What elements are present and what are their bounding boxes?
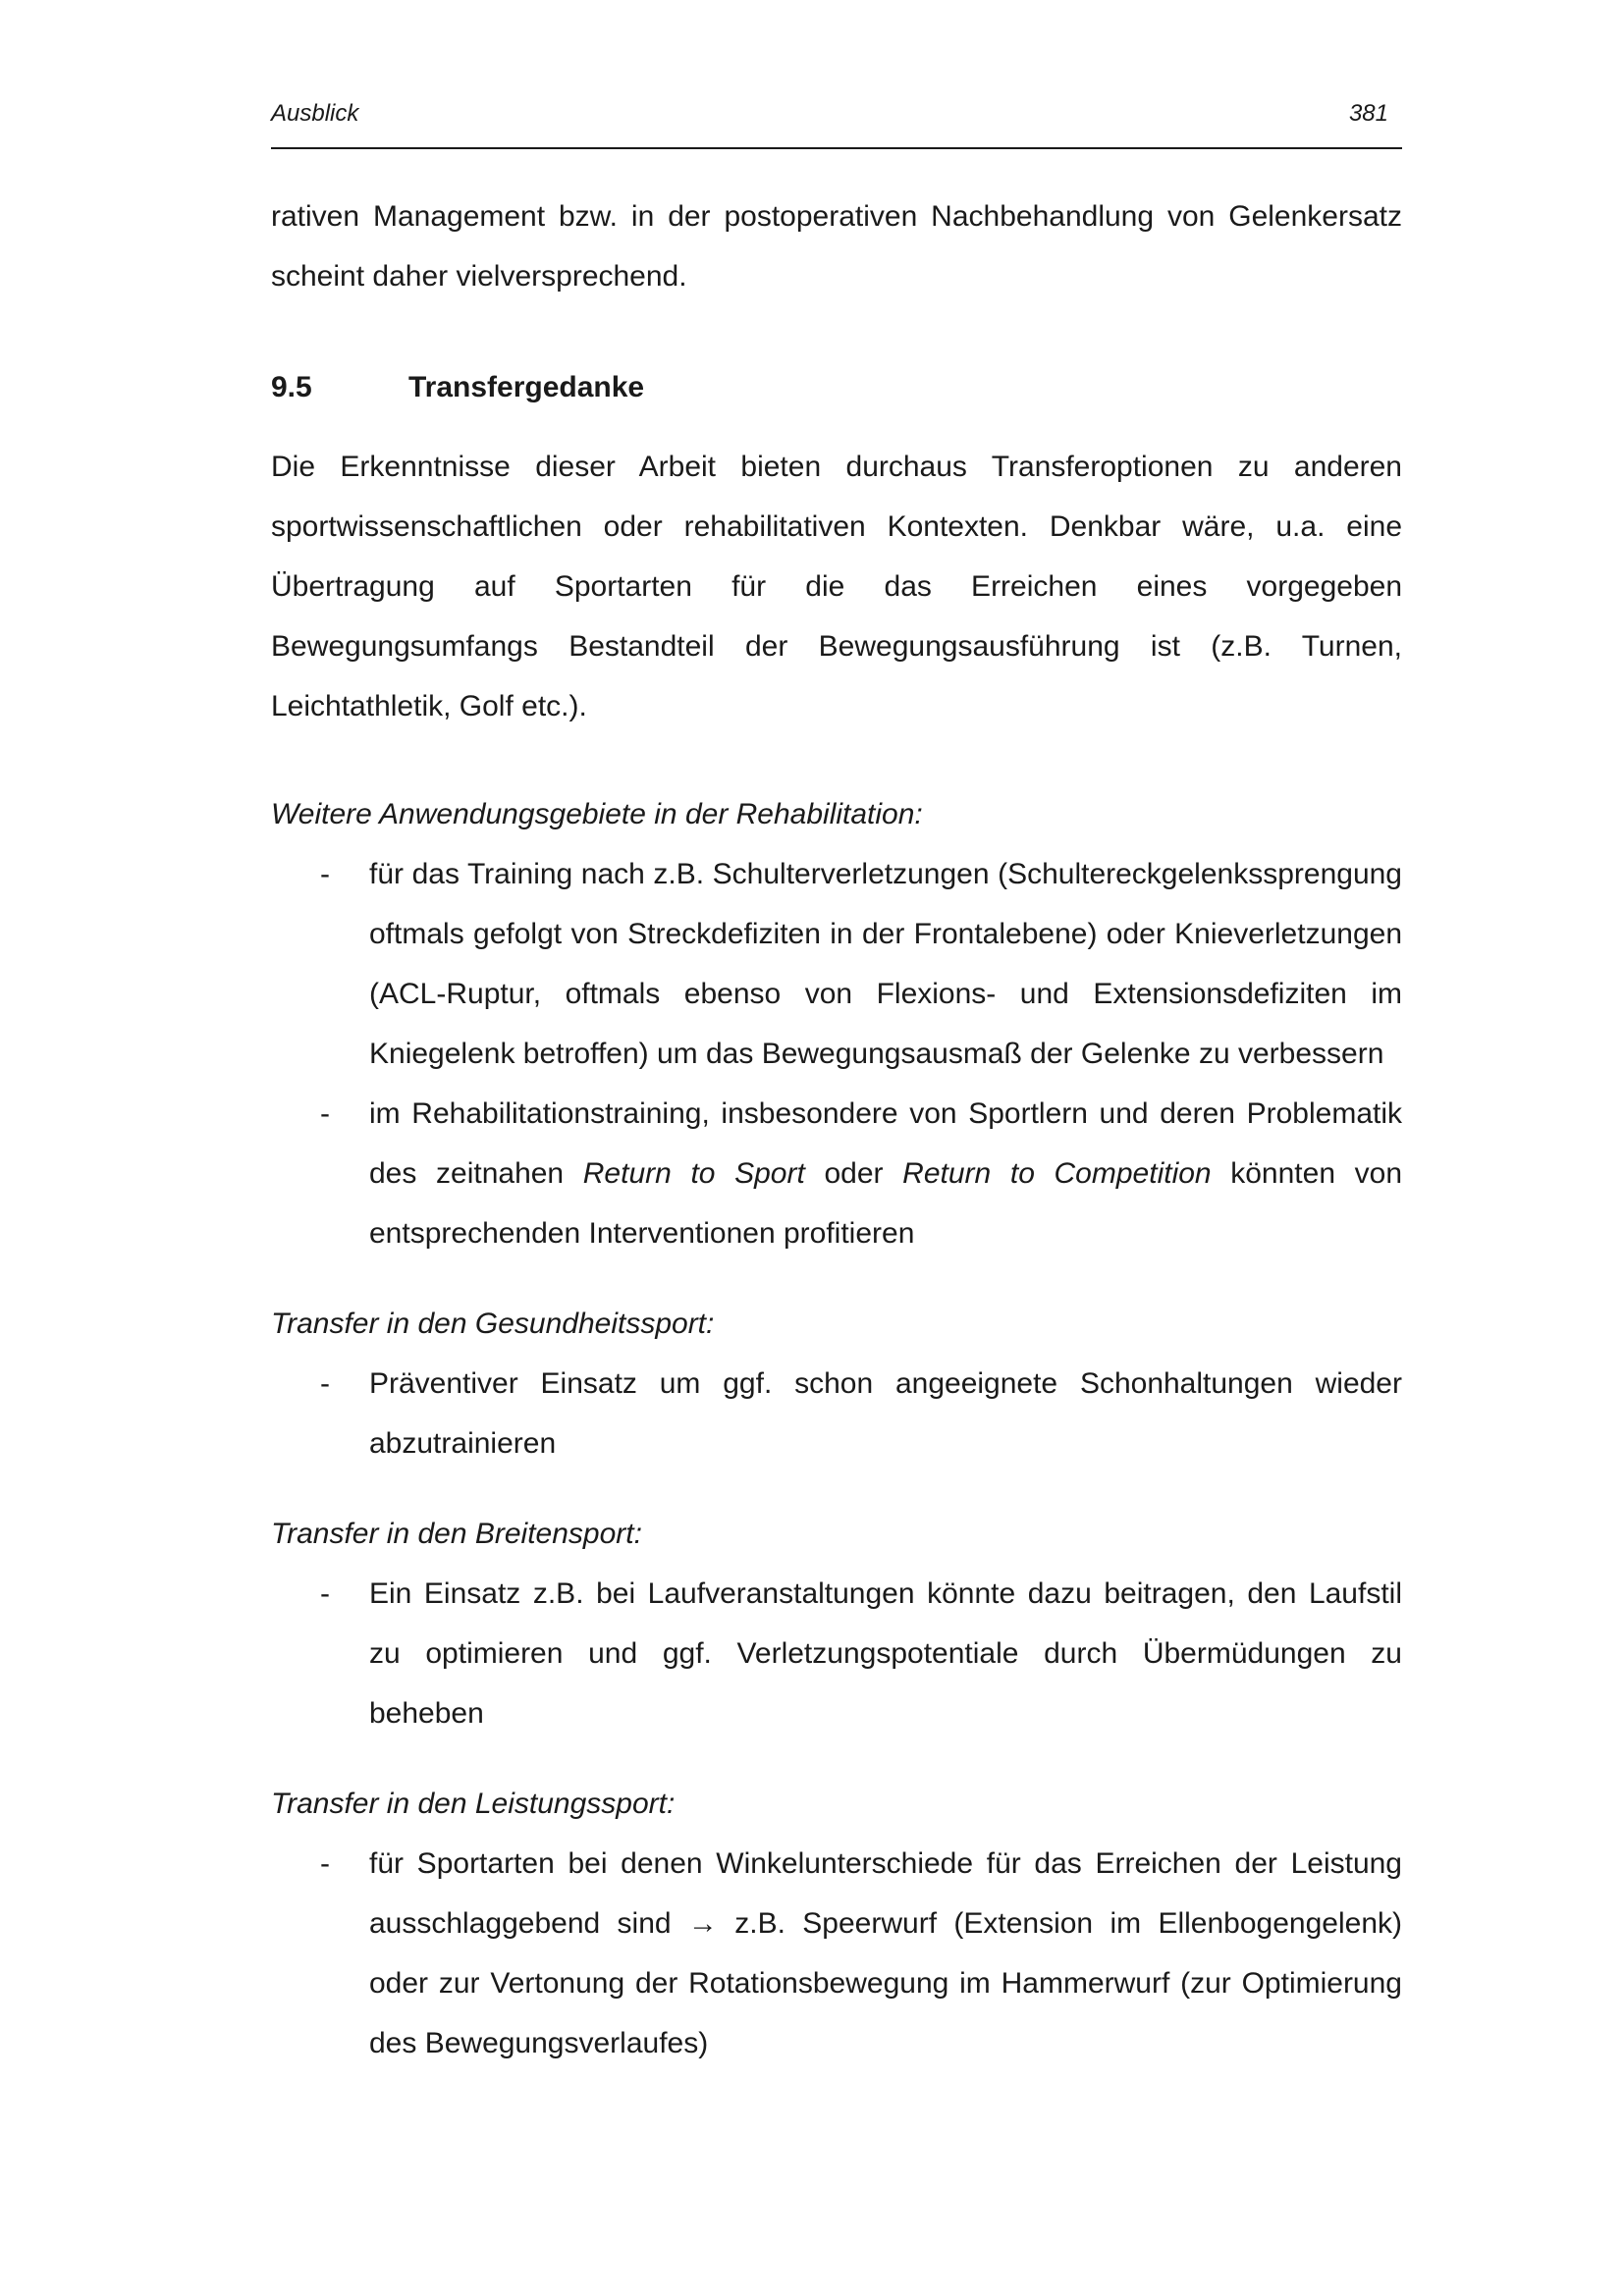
page-number: 381 bbox=[1348, 100, 1388, 127]
list-item-text: im Rehabilitationstraining, insbesondere von Sportlern und deren Problematik des zeitnahen bbox=[369, 1097, 1402, 1190]
intro-paragraph: rativen Management bzw. in der postoperativen Nachbehandlung von Gelenkersatz scheint daher vielversprechend. bbox=[271, 200, 1402, 293]
dash-marker: - bbox=[320, 1097, 330, 1130]
list-item-text: für das Training nach z.B. Schulterverletzungen (Schultereckgelenkssprengung oftmals gefolgt von Streckdefiziten in der Frontalebene) oder Knieverletzungen (ACL-Ruptur, oftmals ebenso von Flexions- und Extensionsdefiziten im Kniegelenk betroffen) um das Bewegungsausmaß der Gelenke zu verbessern bbox=[369, 858, 1402, 1070]
dash-marker: - bbox=[320, 1847, 330, 1880]
bullet-list bbox=[271, 1834, 1402, 2073]
page-header bbox=[271, 100, 1402, 149]
list-item bbox=[271, 1084, 1402, 1263]
list-item-text: Ein Einsatz z.B. bei Laufveranstaltungen könnte dazu beitragen, den Laufstil zu optimieren und ggf. Verletzungspotentiale durch Übermüdungen zu beheben bbox=[369, 1577, 1402, 1730]
group-gesundheitssport bbox=[271, 1305, 1402, 1473]
section-heading bbox=[271, 368, 1402, 407]
group-label: Transfer in den Leistungssport: bbox=[271, 1788, 676, 1820]
dash-marker: - bbox=[320, 858, 330, 890]
group-label: Transfer in den Breitensport: bbox=[271, 1518, 642, 1550]
list-item bbox=[271, 1564, 1402, 1743]
emphasis-return-to-sport: Return to Sport bbox=[582, 1157, 805, 1190]
list-item-text: oder bbox=[804, 1157, 903, 1190]
bullet-list bbox=[271, 1564, 1402, 1743]
list-item bbox=[271, 1834, 1402, 2073]
list-item bbox=[271, 1354, 1402, 1473]
running-title: Ausblick bbox=[271, 100, 359, 127]
group-rehabilitation bbox=[271, 795, 1402, 1263]
emphasis-return-to-competition: Return to Competition bbox=[902, 1157, 1212, 1190]
page-body bbox=[271, 187, 1402, 2073]
list-item-text: Präventiver Einsatz um ggf. schon angeeignete Schonhaltungen wieder abzutrainieren bbox=[369, 1367, 1402, 1460]
group-label: Transfer in den Gesundheitssport: bbox=[271, 1308, 715, 1340]
list-item-text: könnten von entsprechenden Interventionen profitieren bbox=[369, 1157, 1403, 1250]
group-breitensport bbox=[271, 1515, 1402, 1743]
group-leistungssport bbox=[271, 1785, 1402, 2073]
list-item-text: für Sportarten bei denen Winkelunterschiede für das Erreichen der Leistung ausschlaggebend sind → z.B. Speerwurf (Extension im Ellenbogengelenk) oder zur Vertonung der Rotationsbewegung im Hammerwurf (zur Optimierung des Bewegungsverlaufes) bbox=[369, 1847, 1402, 2059]
section-number: 9.5 bbox=[271, 371, 312, 403]
section-paragraph: Die Erkenntnisse dieser Arbeit bieten durchaus Transferoptionen zu anderen sportwissenschaftlichen oder rehabilitativen Kontexten. Denkbar wäre, u.a. eine Übertragung auf Sportarten für die das Erreichen eines vorgegeben Bewegungsumfangs Bestandteil der Bewegungsausführung ist (z.B. Turnen, Leichtathletik, Golf etc.). bbox=[271, 451, 1402, 722]
bullet-list bbox=[271, 844, 1402, 1263]
list-item bbox=[271, 844, 1402, 1084]
bullet-list bbox=[271, 1354, 1402, 1473]
dash-marker: - bbox=[320, 1577, 330, 1610]
section-title: Transfergedanke bbox=[408, 371, 645, 403]
dash-marker: - bbox=[320, 1367, 330, 1400]
group-label: Weitere Anwendungsgebiete in der Rehabilitation: bbox=[271, 798, 923, 830]
